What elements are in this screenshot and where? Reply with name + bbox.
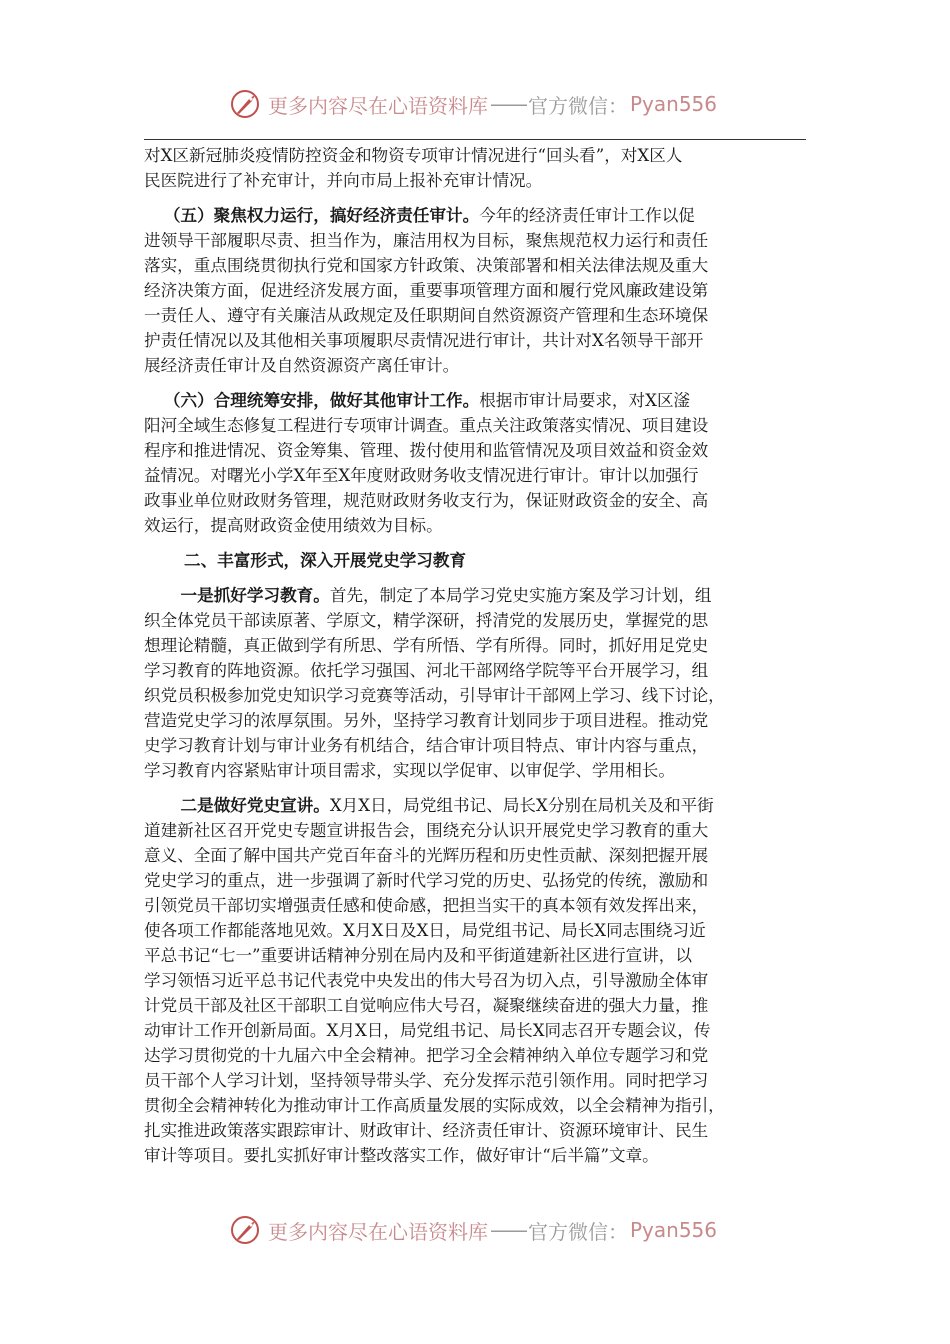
banner-main-text: 更多内容尽在心语资料库 bbox=[268, 1219, 488, 1244]
pen-nib-logo-icon bbox=[228, 1212, 264, 1248]
paragraph-4 bbox=[144, 583, 812, 783]
banner-wechat-label: 官方微信： bbox=[528, 93, 628, 118]
banner-dash: —— bbox=[490, 92, 526, 116]
banner-main-text: 更多内容尽在心语资料库 bbox=[268, 93, 488, 118]
banner-wechat-id: Pyan556 bbox=[630, 1218, 718, 1242]
paragraph-text: 今年的经济责任审计工作以促 进领导干部履职尽责、担当作为，廉洁用权为目标，聚焦规范权力运行和责任 落实，重点围绕贯彻执行党和国家方针政策、决策部署和相关法律法规及重大 经济决策方面，促进经济发展方面，重要事项管理方面和履行党风廉政建设第 一责任人、遵守有关廉洁从政规定及任职期间自然资源资产管理和生态环境保 护责任情况以及其他相关事项履职尽责情况进行审计，共计对X名领导干部开 展经济责任审计及自然资源资产离任审计。 bbox=[144, 206, 709, 375]
paragraph-lead: （五）聚焦权力运行，搞好经济责任审计。 bbox=[163, 205, 480, 225]
paragraph-lead: （六）合理统筹安排，做好其他审计工作。 bbox=[163, 390, 480, 410]
header-banner bbox=[228, 84, 717, 124]
banner-wechat-id: Pyan556 bbox=[630, 92, 718, 116]
paragraph-text: 对X区新冠肺炎疫情防控资金和物资专项审计情况进行“回头看”，对X区人 民医院进行了补充审计，并向市局上报补充审计情况。 bbox=[144, 146, 683, 190]
footer-banner bbox=[228, 1210, 717, 1250]
banner-wechat-label: 官方微信： bbox=[528, 1219, 628, 1244]
pen-nib-logo-icon bbox=[228, 86, 264, 122]
document-body bbox=[144, 143, 812, 1168]
paragraph-text: 根据市审计局要求，对X区滏 阳河全域生态修复工程进行专项审计调查。重点关注政策落实情况、项目建设 程序和推进情况、资金筹集、管理、拨付使用和监管情况及项目效益和资金效 益情况。对曙光小学X年至X年度财政财务收支情况进行审计。审计以加强行 政事业单位财政财务管理，规范财政财务收支行为，保证财政资金的安全、高 效运行，提高财政资金使用绩效为目标。 bbox=[144, 391, 709, 535]
paragraph-text: 首先，制定了本局学习党史实施方案及学习计划，组 织全体党员干部读原著、学原文，精学深研，捋清党的发展历史，掌握党的思 想理论精髓，真正做到学有所思、学有所悟、学有所得。同时，抓好用足党史 学习教育的阵地资源。依托学习强国、河北干部网络学院等平台开展学习，组 织党员积极参加党史知识学习竞赛等活动，引导审计干部网上学习、线下讨论， 营造党史学习的浓厚氛围。另外，坚持学习教育计划同步于项目进程。推动党 史学习教育计划与审计业务有机结合，结合审计项目特点、审计内容与重点， 学习教育内容紧贴审计项目需求，实现以学促审、以审促学、学用相长。 bbox=[144, 586, 725, 780]
section-heading: 二、丰富形式，深入开展党史学习教育 bbox=[184, 550, 467, 570]
paragraph-3 bbox=[144, 388, 812, 538]
paragraph-lead: 一是抓好学习教育。 bbox=[180, 585, 330, 605]
paragraph-text: X月X日，局党组书记、局长X分别在局机关及和平街 道建新社区召开党史专题宣讲报告会，围绕充分认识开展党史学习教育的重大 意义、全面了解中国共产党百年奋斗的光辉历程和历史性贡献、深刻把握开展 党史学习的重点，进一步强调了新时代学习党的历史、弘扬党的传统，激励和 引领党员干部切实增强责任感和使命感，把担当实干的真本领有效发挥出来， 使各项工作都能落地见效。X月X日及X日，局党组书记、局长X同志围绕习近 平总书记“七一”重要讲话精神分别在局内及和平街道建新社区进行宣讲，以 学习领悟习近平总书记代表党中央发出的伟大号召为切入点，引导激励全体审 计党员干部及社区干部职工自觉响应伟大号召，凝聚继续奋进的强大力量，推 动审计工作开创新局面。X月X日，局党组书记、局长X同志召开专题会议，传 达学习贯彻党的十九届六中全会精神。把学习全会精神纳入单位专题学习和党 员干部个人学习计划，坚持领导带头学、充分发挥示范引领作用。同时把学习 贯彻全会精神转化为推动审计工作高质量发展的实际成效，以全会精神为指引， 扎实推进政策落实跟踪审计、财政审计、经济责任审计、资源环境审计、民生 审计等项目。要扎实抓好审计整改落实工作，做好审计“后半篇”文章。 bbox=[144, 796, 725, 1165]
paragraph-lead: 二是做好党史宣讲。 bbox=[180, 795, 330, 815]
paragraph-2 bbox=[144, 203, 812, 378]
paragraph-5 bbox=[144, 793, 812, 1168]
banner-dash: —— bbox=[490, 1218, 526, 1242]
header-divider bbox=[144, 139, 806, 140]
paragraph-1 bbox=[144, 143, 812, 193]
